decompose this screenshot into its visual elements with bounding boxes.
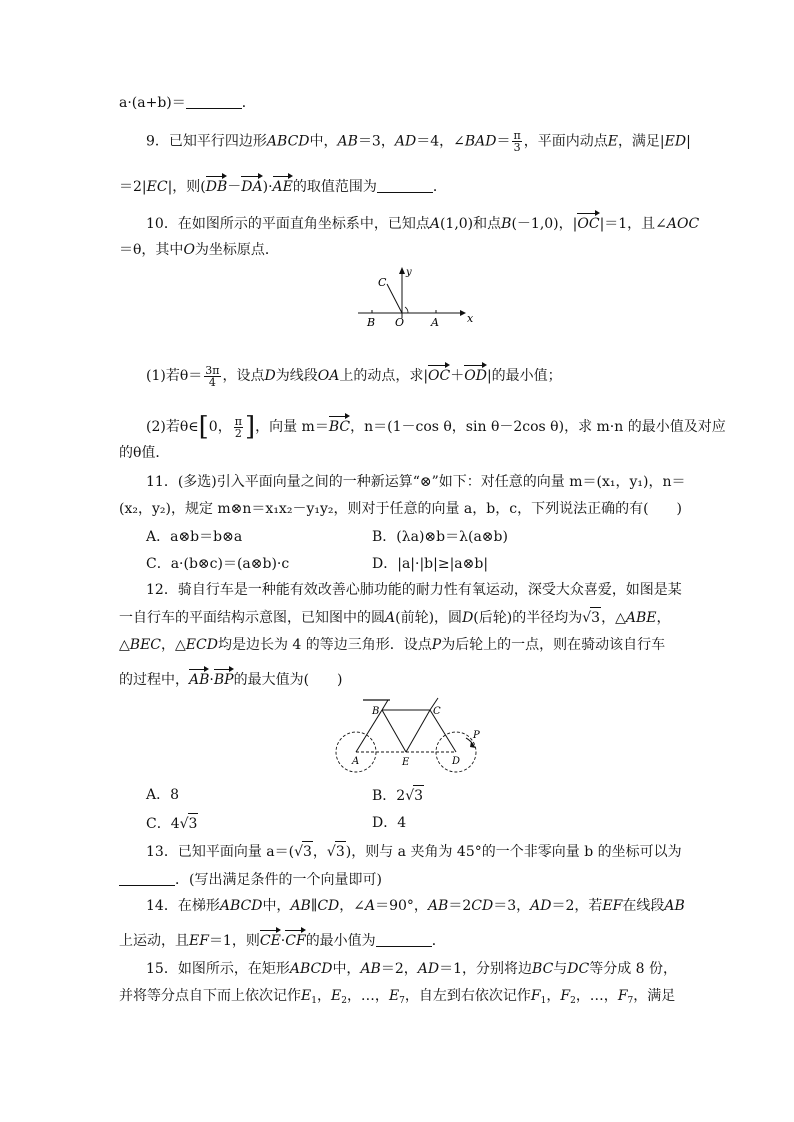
answer-blank xyxy=(119,871,175,886)
bike-point-d: D xyxy=(452,756,461,767)
vector-od: OD xyxy=(464,363,487,386)
point-b-label: B xyxy=(367,316,376,329)
vector-cf: CF xyxy=(285,928,305,951)
fraction-pi-3: $\frac{\pi}{3}$ xyxy=(513,129,521,154)
bike-point-b: B xyxy=(372,706,380,717)
q11-line2: (x₂，y₂)，规定 m⊗n＝x₁x₂－y₁y₂，则对于任意的向量 a，b，c，下列说法正确的有( ) xyxy=(119,501,683,517)
q9-line2: ＝2|EC|，则(DB－DA)·AE的取值范围为 ． xyxy=(119,174,447,197)
x-axis-label: x xyxy=(467,312,474,325)
bike-point-e: E xyxy=(402,757,410,768)
answer-blank xyxy=(376,932,432,947)
q13-line1: 13．已知平面向量 a＝(√3，√3)，则与 a 夹角为 45°的一个非零向量 b 的坐标可以为 xyxy=(146,841,682,862)
bicycle-figure xyxy=(330,692,490,778)
q14-line1: 14．在梯形ABCD中，AB∥CD，∠A＝90°，AB＝2CD＝3，AD＝2，若EF在线段AB xyxy=(146,898,685,914)
vector-db: DB xyxy=(206,174,228,197)
q11-option-b: B．(λa)⊗b＝λ(a⊗b) xyxy=(372,529,508,545)
q14-line2: 上运动，且EF＝1，则CE·CF的最小值为 ． xyxy=(119,928,446,951)
bike-point-a: A xyxy=(352,756,360,767)
point-c-label: C xyxy=(378,276,387,289)
q11-option-d: D．|a|·|b|≥|a⊗b| xyxy=(372,556,489,572)
q12-line4: 的过程中，AB·BP的最大值为( ) xyxy=(119,667,343,690)
q10-line2: ＝θ，其中O为坐标原点． xyxy=(119,242,279,258)
vector-bc: BC xyxy=(329,414,350,437)
bike-point-p: P xyxy=(473,730,480,741)
origin-label: O xyxy=(395,316,405,329)
q15-line1: 15．如图所示，在矩形ABCD中，AB＝2，AD＝1，分别将边BC与DC等分成 8 份， xyxy=(146,961,678,977)
y-axis-label: y xyxy=(406,267,412,278)
q12-option-b: B．2√3 xyxy=(372,785,424,806)
q9-line1: 9．已知平行四边形ABCD中，AB＝3，AD＝4，∠BAD＝ $\frac{\pi}{3}$ ，平面内动点E，满足|ED| xyxy=(146,129,691,154)
q12-line3: △BEC，△ECD均是边长为 4 的等边三角形．设点P为后轮上的一点，则在骑动该自行车 xyxy=(119,637,666,653)
q15-line2: 并将等分点自下而上依次记作$E_1$，$E_2$，…，$E_7$，自左到右依次记作$F_1$，$F_2$，…，$F_7$，满足 xyxy=(119,988,676,1006)
coordinate-figure xyxy=(350,262,480,330)
q11-option-c: C．a·(b⊗c)＝(a⊗b)·c xyxy=(146,556,290,572)
vector-da: DA xyxy=(241,174,262,197)
q11-line1: 11．(多选)引入平面向量之间的一种新运算“⊗”如下：对任意的向量 m＝(x₁，y₁)，n＝ xyxy=(146,474,686,490)
vector-ab: AB xyxy=(189,667,209,690)
vector-bp: BP xyxy=(214,667,234,690)
answer-blank xyxy=(377,178,433,193)
fraction-3pi-4: $\frac{3\pi}{4}$ xyxy=(205,363,220,389)
q10-part2-line2: 的θ值． xyxy=(119,445,170,461)
bike-point-c: C xyxy=(433,706,441,717)
point-a-label: A xyxy=(431,316,439,329)
vector-oc: OC xyxy=(428,363,450,386)
answer-blank xyxy=(186,94,242,109)
q12-option-c: C．4√3 xyxy=(146,813,198,834)
q12-option-a: A．8 xyxy=(146,787,180,803)
q12-option-d: D．4 xyxy=(372,815,407,831)
q11-option-a: A．a⊗b＝b⊗a xyxy=(146,529,243,545)
q13-line2: ．(写出满足条件的一个向量即可) xyxy=(119,870,382,890)
q10-part2: (2)若θ∈[0， $\frac{\pi}{2}$ ]，向量 m＝BC，n＝(1－cos θ，sin θ－2cos θ)，求 m·n 的最小值及对应 xyxy=(146,412,726,442)
q10-line1: 10．在如图所示的平面直角坐标系中，已知点A(1,0)和点B(－1,0)，|OC|＝1，且∠AOC xyxy=(146,211,699,234)
q12-line1: 12．骑自行车是一种能有效改善心肺功能的耐力性有氧运动，深受大众喜爱，如图是某 xyxy=(146,582,682,598)
vector-ce: CE xyxy=(260,928,281,951)
q10-part1: (1)若θ＝ $\frac{3\pi}{4}$ ，设点D为线段OA上的动点，求|OC＋OD|的最小值； xyxy=(146,363,562,389)
vector-oc: OC xyxy=(577,211,599,234)
q12-line2: 一自行车的平面结构示意图，已知图中的圆A(前轮)，圆D(后轮)的半径均为√3，△ABE， xyxy=(119,607,670,628)
vector-ae: AE xyxy=(273,174,293,197)
fraction-pi-2: $\frac{\pi}{2}$ xyxy=(234,414,242,440)
q8-tail: a·(a+b)＝ ． xyxy=(119,95,256,111)
